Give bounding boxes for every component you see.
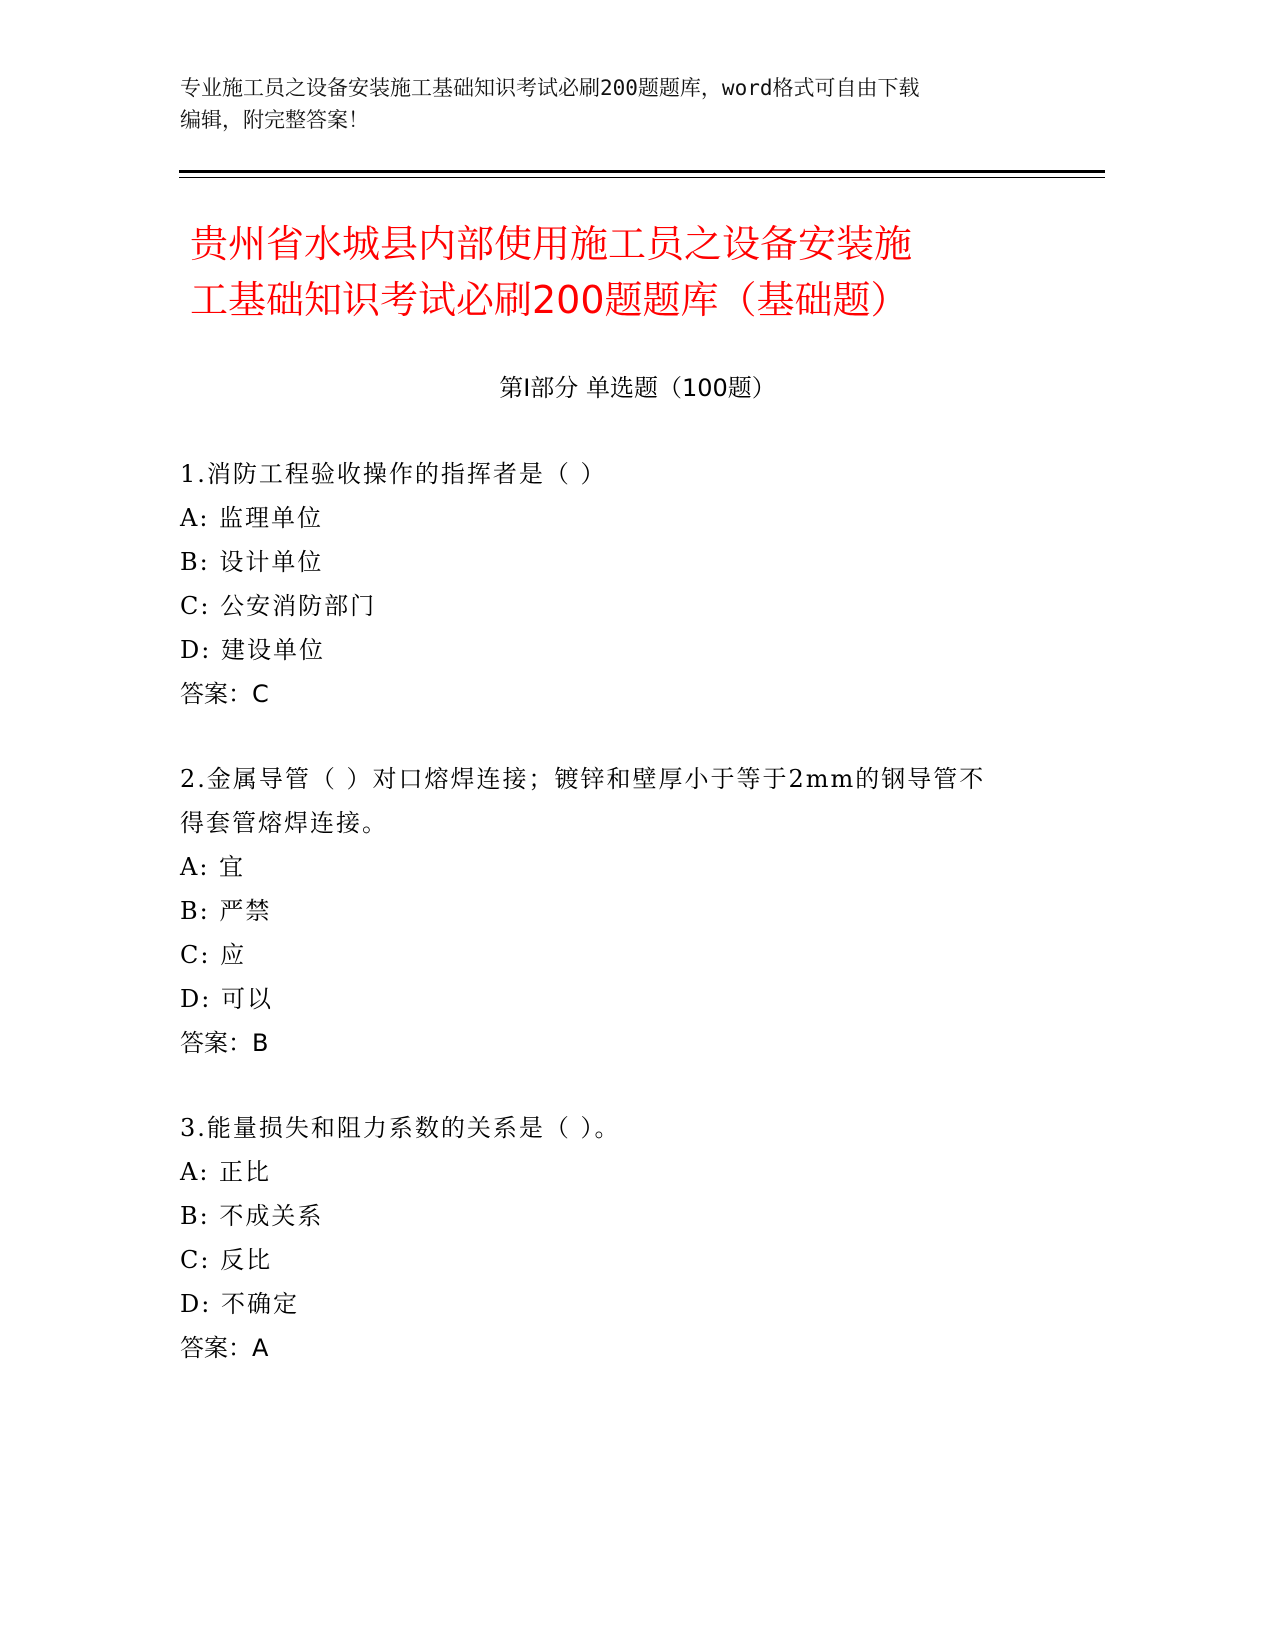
option-c: C: 应 — [180, 941, 247, 969]
section-title: 第Ⅰ部分 单选题（100题） — [499, 374, 776, 402]
option-a: A: 宜 — [180, 853, 246, 881]
header-note-line-1: 专业施工员之设备安装施工基础知识考试必刷200题题库，word格式可自由下载 — [180, 76, 920, 100]
document-title-line-2: 工基础知识考试必刷200题题库（基础题） — [190, 278, 909, 322]
answer: 答案：C — [180, 680, 269, 708]
document-title — [190, 216, 1070, 328]
option-d: D: 可以 — [180, 985, 273, 1013]
question-2 — [180, 757, 1060, 1065]
option-b: B: 设计单位 — [180, 548, 324, 576]
header-note — [180, 72, 1060, 136]
document-title-line-1: 贵州省水城县内部使用施工员之设备安装施 — [190, 222, 913, 266]
option-c: C: 反比 — [180, 1246, 273, 1274]
question-3 — [180, 1106, 1060, 1370]
option-b: B: 严禁 — [180, 897, 272, 925]
option-c: C: 公安消防部门 — [180, 592, 377, 620]
option-b: B: 不成关系 — [180, 1202, 324, 1230]
option-d: D: 建设单位 — [180, 636, 325, 664]
header-divider-thick — [179, 170, 1105, 173]
question-1 — [180, 452, 1060, 716]
option-a: A: 正比 — [180, 1158, 272, 1186]
question-stem: 3.能量损失和阻力系数的关系是（ ）。 — [180, 1114, 621, 1142]
question-stem-line-2: 得套管熔焊连接。 — [180, 809, 388, 837]
answer: 答案：A — [180, 1334, 269, 1362]
header-note-line-2: 编辑，附完整答案！ — [180, 108, 369, 132]
header-divider-thin — [179, 177, 1105, 178]
answer: 答案：B — [180, 1029, 269, 1057]
option-d: D: 不确定 — [180, 1290, 299, 1318]
question-stem: 1.消防工程验收操作的指挥者是（ ） — [180, 460, 607, 488]
question-stem-line-1: 2.金属导管（ ）对口熔焊连接；镀锌和壁厚小于等于2mm的钢导管不 — [180, 765, 986, 793]
option-a: A: 监理单位 — [180, 504, 324, 532]
